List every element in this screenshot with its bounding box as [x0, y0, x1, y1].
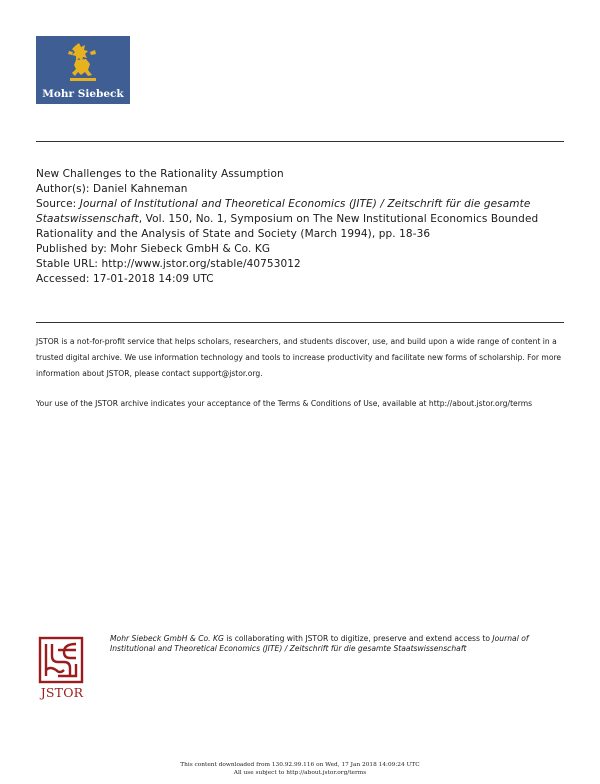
collab-middle: is collaborating with JSTOR to digitize, preserve and extend access to [223, 634, 493, 643]
source-line [36, 197, 566, 242]
mohr-siebeck-logo [36, 36, 130, 104]
collaboration-notice [110, 634, 540, 654]
top-divider [36, 141, 564, 142]
accessed-date: Accessed: 17-01-2018 14:09 UTC [36, 273, 214, 285]
jstor-emblem-icon [38, 636, 84, 684]
source-details: , Vol. 150, No. 1, Symposium on The New Institutional Economics Bounded Rationality and the Analysis of State and Society (March 1994), pp. 18-36 [36, 213, 539, 240]
middle-divider [36, 322, 564, 323]
published-by: Published by: Mohr Siebeck GmbH & Co. KG [36, 243, 271, 255]
footer-terms-line: All use subject to http://about.jstor.org/terms [233, 770, 367, 776]
collab-journal: Journal of Institutional and Theoretical Economics (JITE) / Zeitschrift für die gesamte Staatswissenschaft [110, 634, 529, 653]
jstor-logo [36, 634, 86, 706]
jstor-wordmark: JSTOR [40, 685, 84, 700]
download-footer [0, 761, 600, 777]
lion-emblem-icon [66, 42, 100, 84]
citation-block [36, 167, 566, 287]
journal-title: Journal of Institutional and Theoretical Economics (JITE) / Zeitschrift für die gesamte Staatswissenschaft [36, 198, 531, 225]
author-label: Author(s): [36, 183, 90, 195]
author-line [36, 182, 566, 197]
terms-of-use: Your use of the JSTOR archive indicates your acceptance of the Terms & Conditions of Use, available at http://about.jstor.org/terms [36, 399, 533, 409]
source-label: Source: [36, 198, 77, 210]
publisher-logo-text: Mohr Siebeck [42, 88, 124, 100]
article-title: New Challenges to the Rationality Assumption [36, 168, 284, 180]
author-name: Daniel Kahneman [93, 183, 188, 195]
jstor-description: JSTOR is a not-for-profit service that helps scholars, researchers, and students discover, use, and build upon a wide range of content in a trusted digital archive. We use information technology and tools to increase productivity and facilitate new forms of scholarship. For more information about JSTOR, please contact support@jstor.org. [36, 337, 562, 378]
stable-url[interactable]: Stable URL: http://www.jstor.org/stable/40753012 [36, 258, 301, 270]
terms-block [36, 334, 566, 427]
footer-download-line: This content downloaded from 130.92.99.116 on Wed, 17 Jan 2018 14:09:24 UTC [180, 762, 420, 768]
collab-publisher: Mohr Siebeck GmbH & Co. KG [110, 634, 224, 643]
